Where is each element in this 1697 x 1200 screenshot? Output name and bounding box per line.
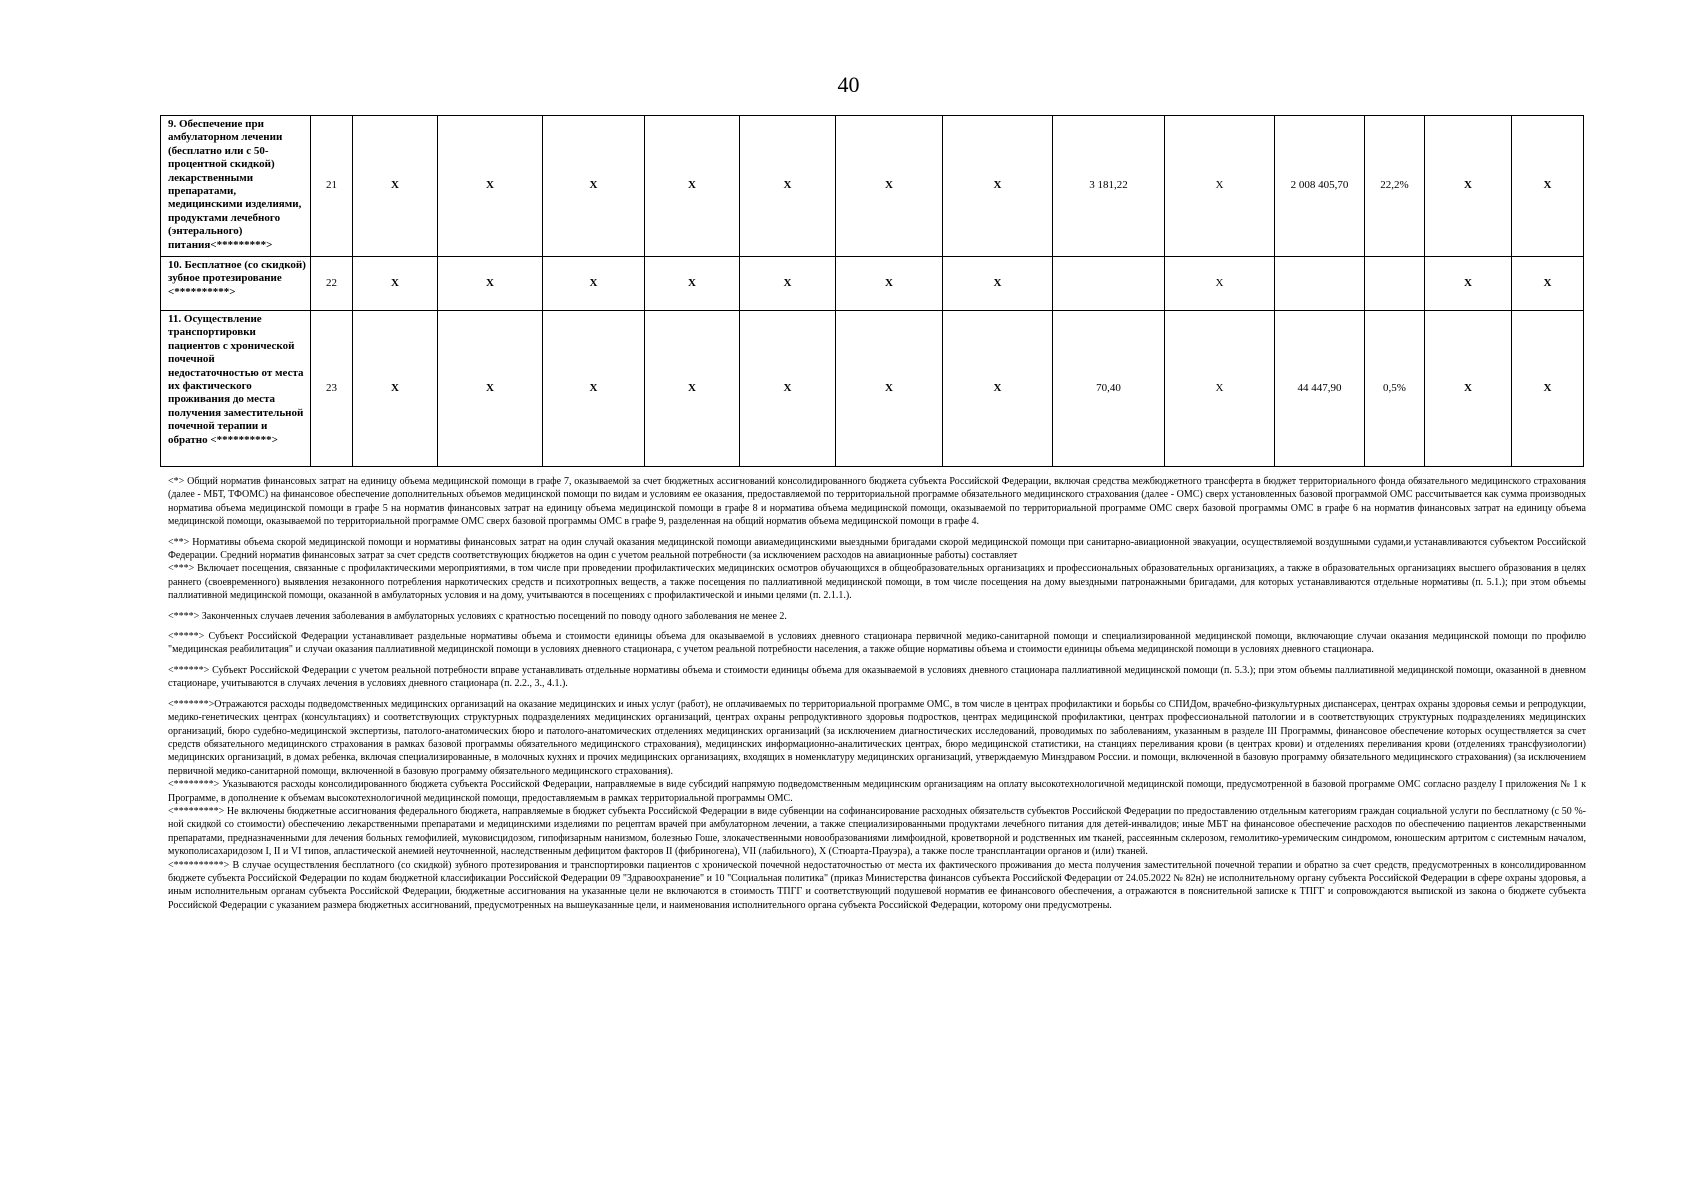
- table-cell: 2 008 405,70: [1275, 116, 1365, 257]
- table-cell: [1365, 257, 1425, 311]
- table-cell: X: [836, 116, 943, 257]
- footnote: <*****> Субъект Российской Федерации устанавливает раздельные нормативы объема и стоимости единицы объема для оказываемой в условиях дневного стационара первичной медико-санитарной помощи и специализированной медицинской помощи, включающие случаи оказания медицинской помощи по профилю "медицинская реабилитация" и случаи оказания паллиативной медицинской помощи в условиях дневного стационара, с учетом реальной потребности населения, а также общие нормативы объема и стоимости единицы объема медицинской помощи в условиях дневного стационара.: [168, 631, 1586, 656]
- table-cell: X: [943, 257, 1053, 311]
- table-cell: X: [353, 257, 438, 311]
- footnote: <**********> В случае осуществления бесплатного (со скидкой) зубного протезирования и транспортировки пациентов с хронической почечной недостаточностью от места их фактического проживания до места получения заместительной почечной терапии и обратно за счет средств, предусмотренных в консолидированном бюджете субъекта Российской Федерации по кодам бюджетной классификации Российской Федерации 09 "Здравоохранение" и 10 "Социальная политика" (приказ Министерства финансов субъекта Российской Федерации от 24.05.2022 № 82н) не исполнительному органу субъекта Российской Федерации в сфере охраны здоровья, а иным исполнительным органам субъекта Российской Федерации, бюджетные ассигнования на указанные цели не включаются в стоимость ТПГГ и соответствующий подушевой норматив ее финансового обеспечения, а отражаются в пояснительной записке к ТПГГ и сопровождаются выпиской из закона о бюджете субъекта Российской Федерации с указанием размера бюджетных ассигнований, предусмотренных на вышеуказанные цели, и наименования исполнительного органа субъекта Российской Федерации, которому они предусмотрены.: [168, 859, 1586, 911]
- footnote: <***> Включает посещения, связанные с профилактическими мероприятиями, в том числе при проведении профилактических медицинских осмотров обучающихся в общеобразовательных организациях и профессиональных образовательных организациях, а также в образовательных организациях высшего образования в целях раннего (своевременного) выявления незаконного потребления наркотических средств и психотропных веществ, а также посещения по паллиативной медицинской помощи, в том числе посещения на дому выездными патронажными бригадами, для которых устанавливаются отдельные нормативы (п. 5.1.); при этом объемы паллиативной медицинской помощи, оказанной в амбулаторных условия и на дому, учитываются в посещениях с профилактической и иными целями (п. 2.1.1.).: [168, 563, 1586, 602]
- table-cell: 22: [311, 257, 353, 311]
- footnote: <*******>Отражаются расходы подведомственных медицинских организаций на оказание медицинских и иных услуг (работ), не оплачиваемых по территориальной программе ОМС, в том числе в центрах профилактики и борьбы со СПИДом, врачебно-физкультурных диспансерах, центрах охраны здоровья семьи и репродукции, медико-генетических центрах (консультациях) и соответствующих структурных подразделениях медицинских организаций, центрах охраны репродуктивного здоровья подростков, центрах медицинской профилактики, центрах профессиональной патологии и в соответствующих структурных подразделениях медицинских организаций, бюро судебно-медицинской экспертизы, патолого-анатомических бюро и патолого-анатомических отделениях медицинских организаций (за исключением диагностических исследований, проводимых по заболеваниям, указанным в разделе III Программы, финансовое обеспечение которых осуществляется за счет средств обязательного медицинского страхования в рамках базовой программы обязательного медицинского страхования), медицинских информационно-аналитических центрах, бюро медицинской статистики, на станциях переливания крови (в центрах крови) и отделениях переливания крови (отделениях трансфузиологии) медицинских организаций, в домах ребенка, включая специализированные, в молочных кухнях и прочих медицинских организациях, входящих в номенклатуру медицинских организаций, утверждаемую Минздравом России. и помощи, включенной в базовую программу обязательного медицинского страхования) (за исключением первичной медико-санитарной помощи, включенной в базовую программу обязательного медицинского страхования).: [168, 698, 1586, 777]
- table-cell: 3 181,22: [1053, 116, 1165, 257]
- footnote: <********> Указываются расходы консолидированного бюджета субъекта Российской Федерации, направляемые в виде субсидий напрямую подведомственным медицинским организациям на оплату высокотехнологичной медицинской помощи, предусмотренной в базовой программе ОМС согласно разделу I приложения № 1 к Программе, в дополнение к объемам высокотехнологичной медицинской помощи, предоставляемым в рамках территориальной программы ОМС.: [168, 779, 1586, 804]
- table-cell: X: [1512, 257, 1584, 311]
- table-cell: X: [740, 257, 836, 311]
- table-cell: X: [1425, 311, 1512, 467]
- table-row: [161, 116, 1584, 257]
- table-cell: [1053, 257, 1165, 311]
- table-cell: 0,5%: [1365, 311, 1425, 467]
- table-cell: X: [438, 257, 543, 311]
- table-cell: 23: [311, 311, 353, 467]
- table-cell: X: [1425, 257, 1512, 311]
- table-row: [161, 257, 1584, 311]
- table-cell: 44 447,90: [1275, 311, 1365, 467]
- row-label: 11. Осуществление транспортировки пациентов с хронической почечной недостаточностью от места их фактического проживания до места получения заместительной почечной терапии и обратно <**********>: [161, 311, 311, 467]
- table-cell: [1275, 257, 1365, 311]
- table-cell: X: [1165, 311, 1275, 467]
- table-cell: X: [353, 116, 438, 257]
- row-label: 9. Обеспечение при амбулаторном лечении (бесплатно или с 50-процентной скидкой) лекарственными препаратами, медицинскими изделиями, продуктами лечебного (энтерального) питания<*********>: [161, 116, 311, 257]
- table-cell: X: [1165, 257, 1275, 311]
- table-cell: X: [836, 257, 943, 311]
- table-cell: X: [543, 311, 645, 467]
- table-cell: X: [1512, 116, 1584, 257]
- table-row: [161, 311, 1584, 467]
- table-cell: X: [543, 257, 645, 311]
- table-cell: 70,40: [1053, 311, 1165, 467]
- footnote: <****> Законченных случаев лечения заболевания в амбулаторных условиях с кратностью посещений по поводу одного заболевания не менее 2.: [168, 610, 787, 622]
- table-cell: X: [645, 257, 740, 311]
- table-cell: X: [943, 116, 1053, 257]
- table-cell: X: [1512, 311, 1584, 467]
- footnote: <******> Субъект Российской Федерации с учетом реальной потребности вправе устанавливать отдельные нормативы объема и стоимости единицы объема для оказываемой в условиях дневного стационара паллиативной медицинской помощи (п. 5.3.); при этом объемы паллиативной медицинской помощи, оказанной в дневном стационаре, учитываются в случаях лечения в условиях дневного стационара (п. 2.2., 3., 4.1.).: [168, 664, 1586, 690]
- table-cell: X: [1165, 116, 1275, 257]
- table-cell: X: [645, 116, 740, 257]
- table-cell: X: [438, 311, 543, 467]
- table-cell: X: [438, 116, 543, 257]
- table-cell: X: [740, 116, 836, 257]
- data-table: [160, 115, 1584, 467]
- table-cell: X: [353, 311, 438, 467]
- table-cell: X: [1425, 116, 1512, 257]
- table-cell: 22,2%: [1365, 116, 1425, 257]
- table-cell: 21: [311, 116, 353, 257]
- table-cell: X: [740, 311, 836, 467]
- footnotes: [168, 475, 1586, 912]
- table-cell: X: [645, 311, 740, 467]
- table-cell: X: [943, 311, 1053, 467]
- table-cell: X: [543, 116, 645, 257]
- page-number: 40: [837, 72, 860, 97]
- footnote: <*********> Не включены бюджетные ассигнования федерального бюджета, направляемые в бюджет субъекта Российской Федерации в виде субвенции на софинансирование расходных обязательств субъектов Российской Федерации по предоставлению отдельным категориям граждан социальной услуги по бесплатному (с 50 %-ной скидкой со стоимости) обеспечению лекарственными препаратами и медицинскими изделиями по рецептам врачей при амбулаторном лечении, а также специализированными продуктами лечебного питания для детей-инвалидов; иные МБТ на финансовое обеспечение расходов по обеспечению пациентов лекарственными препаратами, предназначенными для лечения больных гемофилией, муковисцидозом, гипофизарным нанизмом, болезнью Гоше, злокачественными новообразованиями лимфоидной, кроветворной и родственных им тканей, рассеянным склерозом, гемолитико-уремическим синдромом, юношеским артритом с системным началом, мукополисахаридозом I, II и VI типов, апластической анемией неуточненной, наследственным дефицитом факторов II (фибриногена), VII (лабильного), X (Стюарта-Прауэра), а также после трансплантации органов и (или) тканей.: [168, 805, 1586, 858]
- table-cell: X: [836, 311, 943, 467]
- footnote: <**> Нормативы объема скорой медицинской помощи и нормативы финансовых затрат на один случай оказания медицинской помощи авиамедицинскими выездными бригадами скорой медицинской помощи при санитарно-авиационной эвакуации, осуществляемой воздушными судами,и устанавливаются субъектом Российской Федерации. Средний норматив финансовых затрат за счет средств соответствующих бюджетов на один с учетом реальной потребности (за исключением расходов на авиационные работы) составляет: [168, 536, 1586, 562]
- row-label: 10. Бесплатное (со скидкой) зубное протезирование <**********>: [161, 257, 311, 311]
- footnote: <*> Общий норматив финансовых затрат на единицу объема медицинской помощи в графе 7, оказываемой за счет бюджетных ассигнований консолидированного бюджета субъекта Российской Федерации, включая средства межбюджетного трансферта в бюджет территориального фонда обязательного медицинского страхования (далее - МБТ, ТФОМС) на финансовое обеспечение дополнительных объемов медицинской помощи по видам и условиям ее оказания, предоставляемой по территориальной программе обязательного медицинского страхования (далее - ОМС) сверх установленных базовой программой ОМС рассчитывается как сумма производных норматива объема медицинской помощи в графе 5 на норматив финансовых затрат на единицу объема медицинской помощи в графе 8 и норматива объема медицинской помощи, оказываемой по территориальной программе ОМС сверх базовой программы ОМС в графе 6 на норматив финансовых затрат на единицу объема медицинской помощи, оказываемой по территориальной программе ОМС сверх базовой программы ОМС в графе 9, разделенная на общий норматив объема медицинской помощи в графе 4.: [168, 476, 1586, 528]
